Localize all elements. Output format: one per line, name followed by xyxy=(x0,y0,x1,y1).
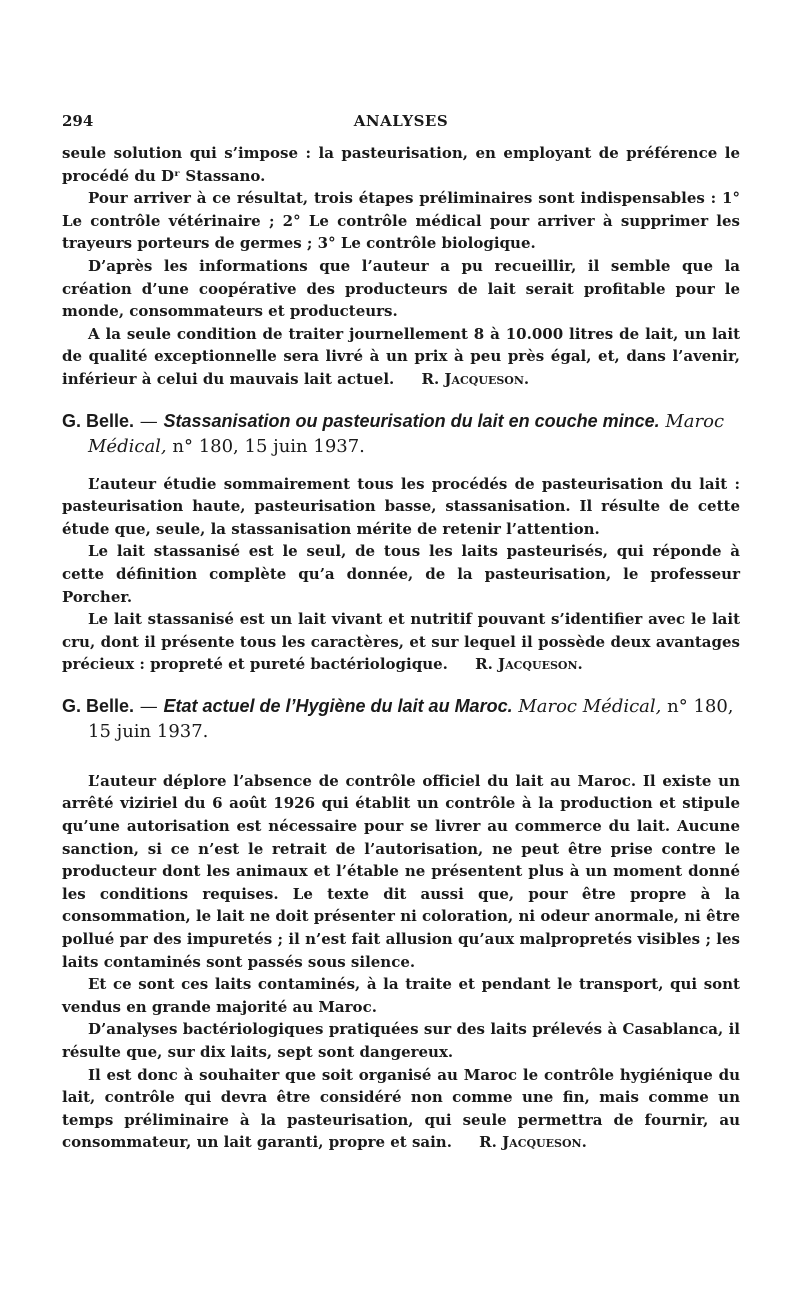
entry-dash: — xyxy=(139,410,158,432)
reviewer-signature: R. Jacqueson. xyxy=(479,1133,587,1152)
bibliographic-entry xyxy=(62,409,740,459)
paragraph: L’auteur étudie sommairement tous les procédés de pasteurisation du lait : pasteurisation haute, pasteurisation basse, stassanisation. Il résulte de cette étude que, seule, la stassanisation mérite de retenir l’attention. xyxy=(62,474,740,538)
entry-title: Stassanisation ou pasteurisation du lait en couche mince. xyxy=(163,410,660,431)
entry-issue: n° 180, 15 juin 1937. xyxy=(88,695,734,742)
reviewer-signature: R. Jacqueson. xyxy=(421,369,530,388)
paragraph: Le lait stassanisé est un lait vivant et nutritif pouvant s’identifier avec le lait cru, dont il présente tous les caractères, et sur lequel il possède deux avantages précieux : propreté et pureté bactériologique. R. Jacqueson. xyxy=(62,610,740,674)
entry-journal: Maroc Médical, xyxy=(88,410,725,457)
running-header xyxy=(62,112,740,142)
entry-issue: n° 180, 15 juin 1937. xyxy=(172,435,365,457)
paragraph: D’analyses bactériologiques pratiquées sur des laits prélevés à Casablanca, il résulte que, sur dix laits, sept sont dangereux. xyxy=(62,1020,740,1061)
entry-title: Etat actuel de l’Hygiène du lait au Maroc. xyxy=(163,695,513,716)
bibliographic-entry xyxy=(62,694,740,744)
paragraph: L’auteur déplore l’absence de contrôle officiel du lait au Maroc. Il existe un arrêté viziriel du 6 août 1926 qui établit un contrôle à la production et stipule qu’une autorisation est nécessaire pour se livrer au commerce du lait. Aucune sanction, si ce n’est le retrait de l’autorisation, ne peut être prise contre le producteur dont les animaux et l’étable ne présentent plus à un moment donné les conditions requises. Le texte dit aussi que, pour être propre à la consommation, le lait ne doit présenter ni coloration, ni odeur anormale, ni être pollué par des impuretés ; il n’est fait allusion qu’aux malpropretés visibles ; les laits contaminés sont passés sous silence. xyxy=(62,771,740,971)
paragraph: A la seule condition de traiter journellement 8 à 10.000 litres de lait, un lait de qualité exceptionnelle sera livré à un prix à peu près égal, et, dans l’avenir, inférieur à celui du mauvais lait actuel. R. Jacqueson. xyxy=(62,324,740,388)
reviewer-signature: R. Jacqueson. xyxy=(475,655,583,674)
analysis-entry xyxy=(62,409,740,676)
entry-author: G. Belle. xyxy=(62,410,135,431)
analysis-entry xyxy=(62,694,740,1154)
paragraph: D’après les informations que l’auteur a pu recueillir, il semble que la création d’une coopérative des producteurs de lait serait profitable pour le monde, consommateurs et producteurs. xyxy=(62,256,740,321)
paragraph: seule solution qui s’impose : la pasteurisation, en employant de préférence le procédé du Dʳ Stassano. xyxy=(62,144,740,185)
document-page xyxy=(62,112,740,1154)
entry-author: G. Belle. xyxy=(62,695,135,716)
page-number: 294 xyxy=(62,112,94,130)
section-title: ANALYSES xyxy=(353,112,449,130)
analysis-continued xyxy=(62,142,740,391)
entry-journal: Maroc Médical, xyxy=(518,695,662,717)
entry-dash: — xyxy=(139,695,158,717)
paragraph: Et ce sont ces laits contaminés, à la traite et pendant le transport, qui sont vendus en grande majorité au Maroc. xyxy=(62,975,740,1016)
paragraph: Le lait stassanisé est le seul, de tous les laits pasteurisés, qui réponde à cette définition complète qu’a donnée, de la pasteurisation, le professeur Porcher. xyxy=(62,542,740,606)
paragraph: Il est donc à souhaiter que soit organisé au Maroc le contrôle hygiénique du lait, contrôle qui devra être considéré non comme une fin, mais comme un temps préliminaire à la pasteurisation, qui seule permettra de fournir, au consommateur, un lait garanti, propre et sain. R. Jacqueson. xyxy=(62,1065,740,1152)
paragraph: Pour arriver à ce résultat, trois étapes préliminaires sont indispensables : 1° Le contrôle vétérinaire ; 2° Le contrôle médical pour arriver à supprimer les trayeurs porteurs de germes ; 3° Le contrôle biologique. xyxy=(62,189,740,253)
